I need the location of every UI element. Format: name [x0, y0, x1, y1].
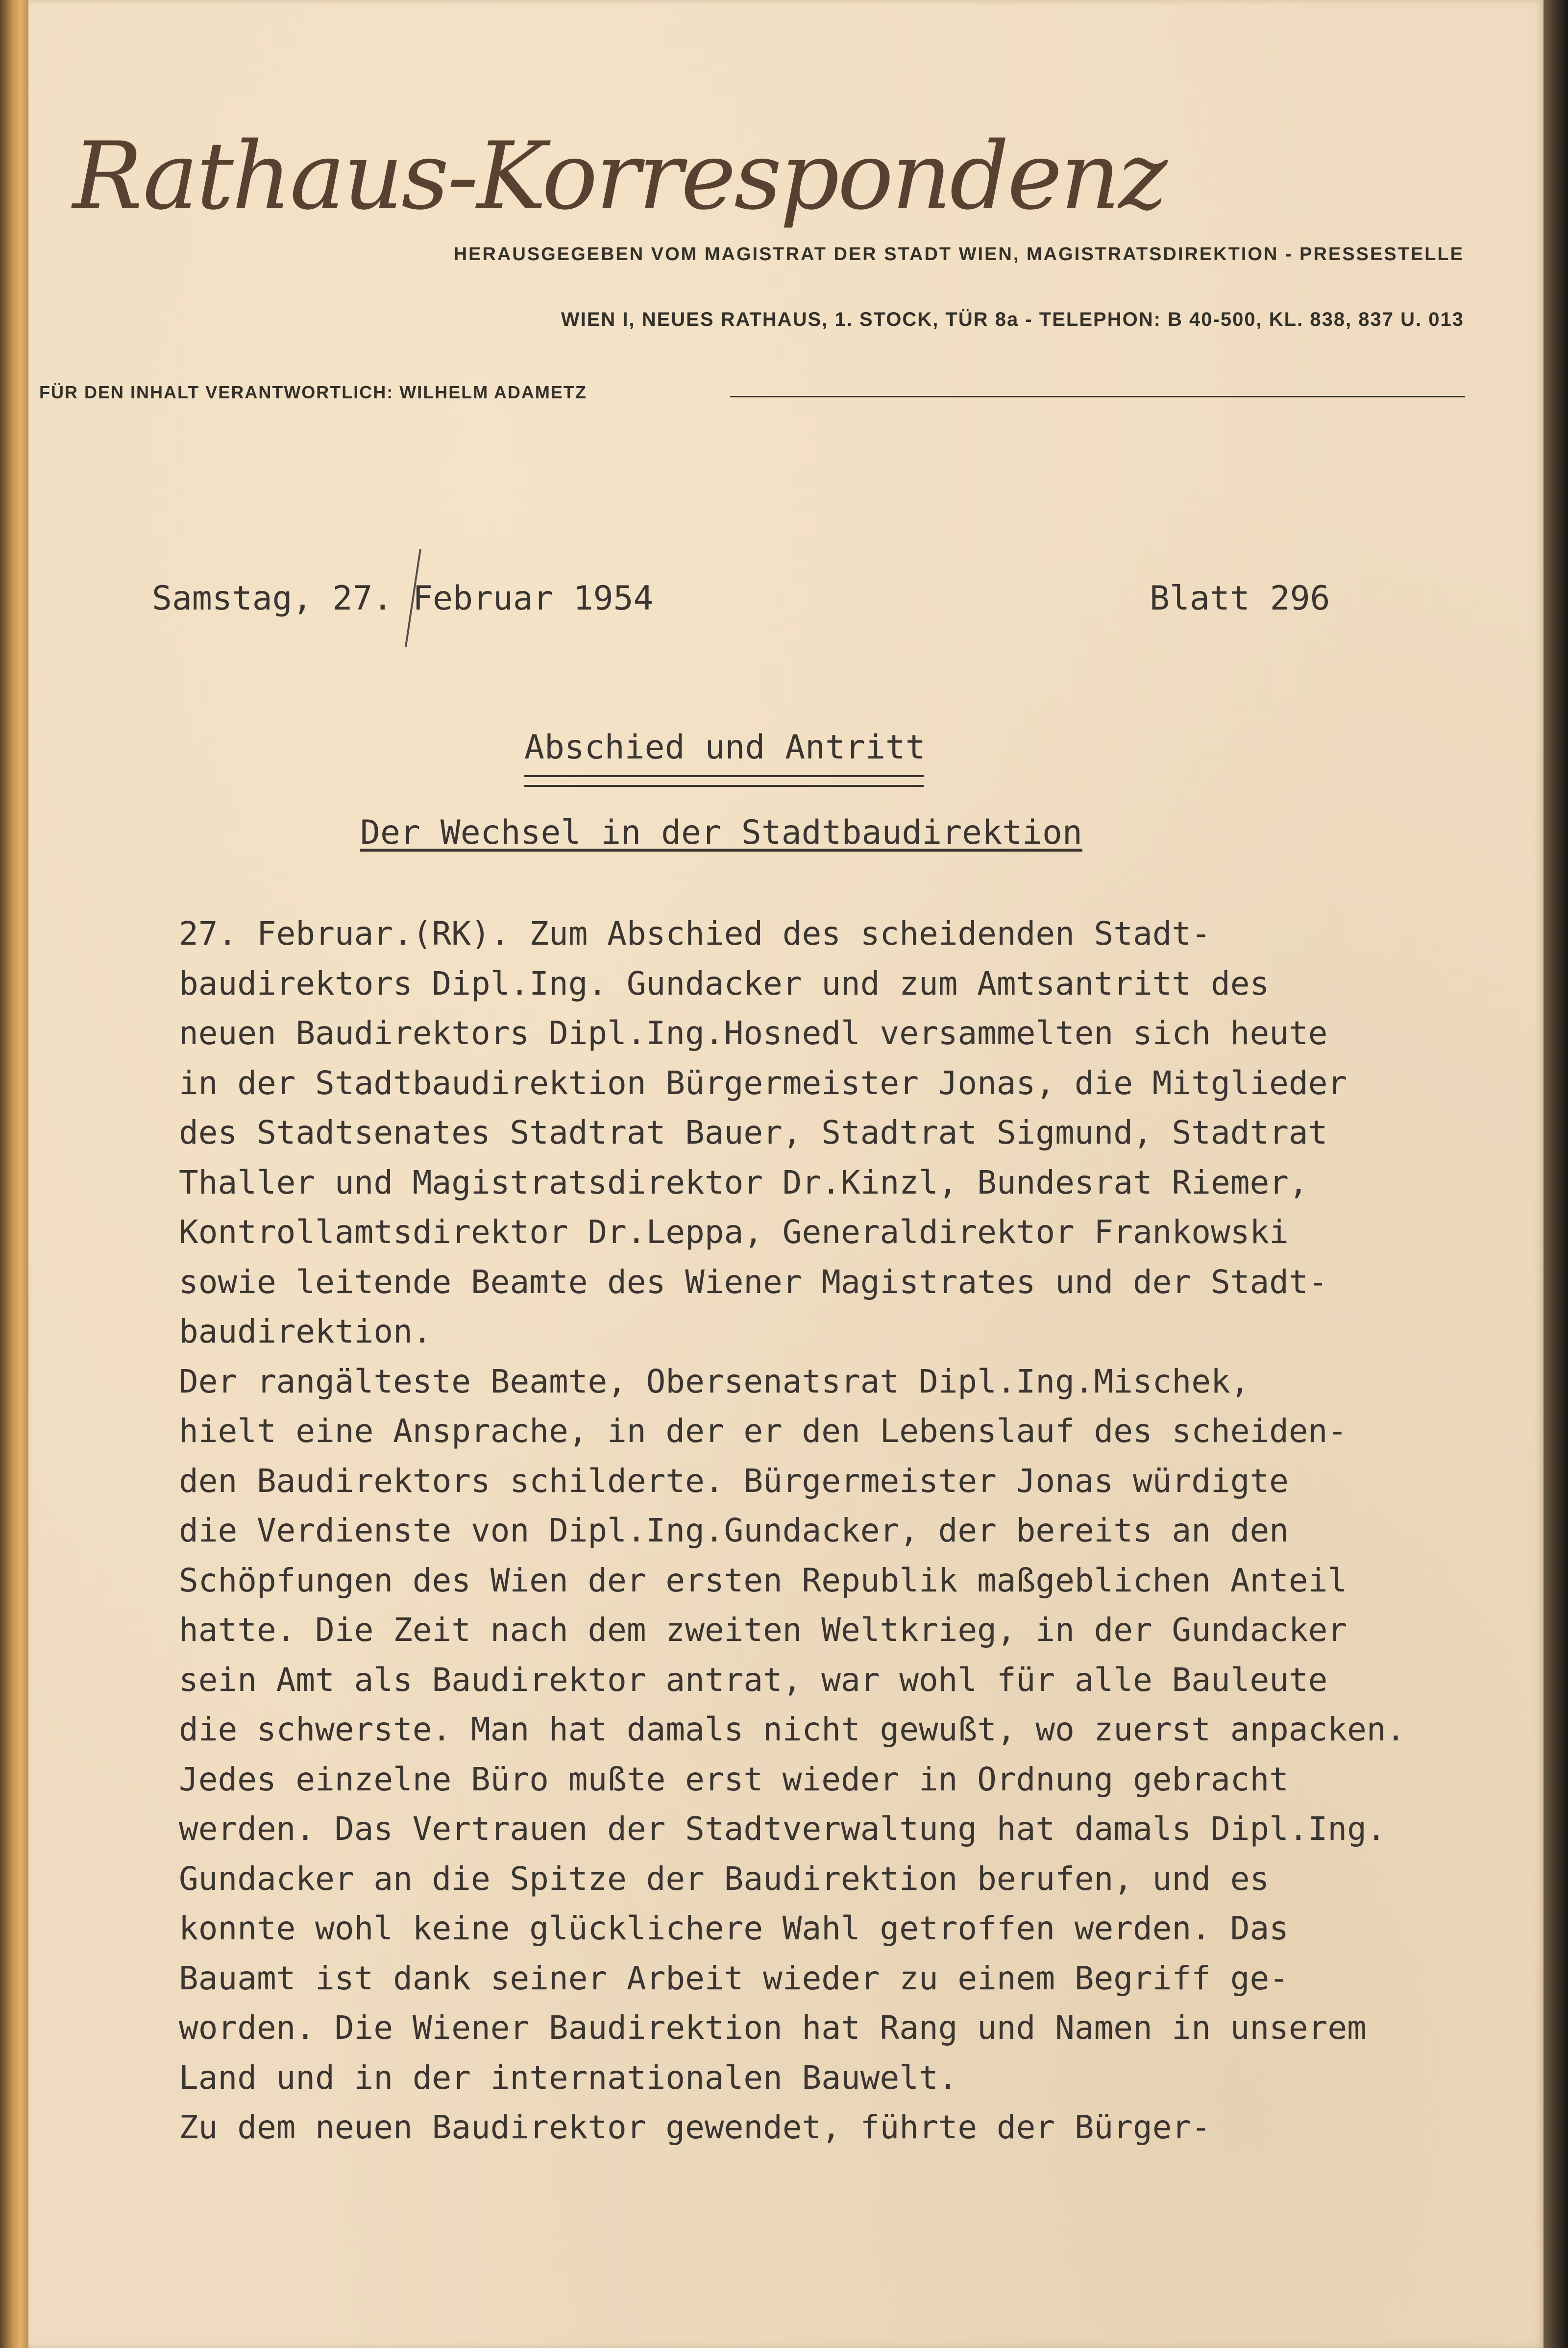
body-line: Gundacker an die Spitze der Baudirektion berufen, und es	[179, 1859, 1270, 1898]
body-line: Kontrollamtsdirektor Dr.Leppa, Generaldirektor Frankowski	[179, 1213, 1289, 1251]
body-line: die Verdienste von Dipl.Ing.Gundacker, der bereits an den	[179, 1512, 1289, 1549]
body-line: sowie leitende Beamte des Wiener Magistrates und der Stadt-	[179, 1263, 1328, 1301]
binding-edge	[0, 0, 29, 2348]
dateline-date: Samstag, 27. Februar 1954	[152, 579, 654, 618]
body-line: Bauamt ist dank seiner Arbeit wieder zu einem Begriff ge-	[179, 1959, 1289, 1997]
sheet-number: Blatt 296	[1150, 579, 1330, 618]
body-line: 27. Februar.(RK). Zum Abschied des scheidenden Stadt-	[179, 915, 1211, 953]
publisher-line: HERAUSGEGEBEN VOM MAGISTRAT DER STADT WIEN, MAGISTRATSDIREKTION - PRESSESTELLE	[453, 244, 1464, 265]
responsible-line: FÜR DEN INHALT VERANTWORTLICH: WILHELM ADAMETZ	[39, 382, 587, 402]
body-line: hielt eine Ansprache, in der er den Lebenslauf des scheiden-	[179, 1412, 1348, 1450]
body-line: hatte. Die Zeit nach dem zweiten Weltkrieg, in der Gundacker	[179, 1611, 1348, 1649]
body-line: des Stadtsenates Stadtrat Bauer, Stadtrat Sigmund, Stadtrat	[179, 1114, 1328, 1151]
body-line: konnte wohl keine glücklichere Wahl getroffen werden. Das	[179, 1909, 1289, 1947]
page-edge-shadow	[1544, 0, 1568, 2348]
body-line: Zu dem neuen Baudirektor gewendet, führte der Bürger-	[179, 2108, 1211, 2146]
body-line: neuen Baudirektors Dipl.Ing.Hosnedl versammelten sich heute	[179, 1014, 1328, 1052]
body-line: werden. Das Vertrauen der Stadtverwaltung hat damals Dipl.Ing.	[179, 1810, 1386, 1848]
body-line: worden. Die Wiener Baudirektion hat Rang und Namen in unserem	[179, 2009, 1367, 2047]
body-line: Schöpfungen des Wien der ersten Republik maßgeblichen Anteil	[179, 1561, 1348, 1599]
body-line: Land und in der internationalen Bauwelt.	[179, 2058, 958, 2097]
body-line: Jedes einzelne Büro mußte erst wieder in Ordnung gebracht	[179, 1760, 1289, 1798]
article-body	[179, 909, 1472, 2152]
address-line: WIEN I, NEUES RATHAUS, 1. STOCK, TÜR 8a - TELEPHON: B 40-500, KL. 838, 837 U. 013	[561, 309, 1464, 330]
header-rule	[730, 396, 1465, 397]
headline-double-rule	[524, 775, 924, 787]
masthead-title: Rathaus-Korrespondenz	[73, 122, 1166, 230]
article-headline: Abschied und Antritt	[524, 728, 926, 767]
document-page	[28, 0, 1544, 2348]
body-line: baudirektors Dipl.Ing. Gundacker und zum Amtsantritt des	[179, 964, 1270, 1003]
body-line: den Baudirektors schilderte. Bürgermeister Jonas würdigte	[179, 1462, 1289, 1500]
article-subheadline: Der Wechsel in der Stadtbaudirektion	[360, 813, 1082, 852]
body-line: die schwerste. Man hat damals nicht gewußt, wo zuerst anpacken.	[179, 1711, 1406, 1748]
body-line: in der Stadtbaudirektion Bürgermeister Jonas, die Mitglieder	[179, 1064, 1348, 1102]
body-line: sein Amt als Baudirektor antrat, war wohl für alle Bauleute	[179, 1661, 1328, 1699]
checkmark-annotation	[391, 549, 450, 652]
body-line: Der rangälteste Beamte, Obersenatsrat Dipl.Ing.Mischek,	[179, 1362, 1250, 1400]
body-line: baudirektion.	[179, 1313, 432, 1350]
body-line: Thaller und Magistratsdirektor Dr.Kinzl, Bundesrat Riemer,	[179, 1163, 1308, 1201]
